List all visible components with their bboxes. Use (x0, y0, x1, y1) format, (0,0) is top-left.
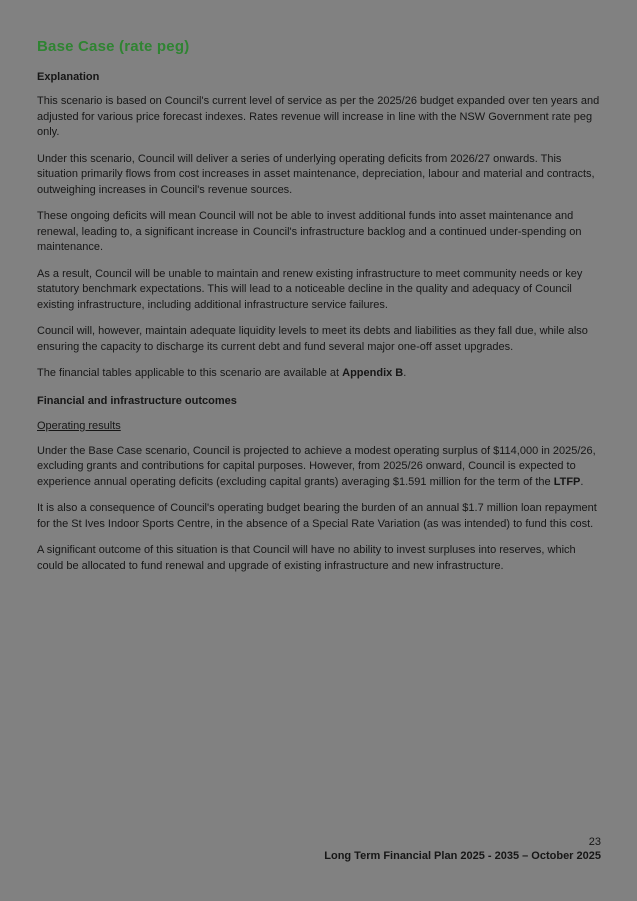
paragraph-scenario-basis: This scenario is based on Council's current level of service as per the 2025/26 budget expanded over ten years and adjusted for various price forecast indexes. Rates revenue will increase in line with the NSW Government rate peg only. (37, 95, 600, 138)
explanation-heading: Explanation (37, 71, 100, 83)
paragraph-infrastructure-decline: As a result, Council will be unable to maintain and renew existing infrastructure to meet community needs or key statutory benchmark expectations. This will lead to a noticeable decline in the quality and adequacy of Council existing infrastructure, including additional infrastructure service failures. (37, 267, 583, 311)
page-number: 23 (588, 836, 601, 848)
appendix-reference: Appendix B (342, 367, 404, 379)
paragraph-operating-results (37, 444, 603, 491)
footer-document-title: Long Term Financial Plan 2025 - 2035 – October 2025 (324, 850, 601, 862)
ltfp-reference: LTFP (553, 475, 581, 488)
paragraph-operating-deficits: Under this scenario, Council will deliver a series of underlying operating deficits from 2026/27 onwards. This situation primarily flows from cost increases in asset maintenance, depreciation, labour and material and contracts, outweighing increases in Council's revenue sources. (37, 152, 595, 196)
page-footer (324, 835, 601, 863)
operating-results-period: . (580, 475, 584, 488)
operating-results-text: Under the Base Case scenario, Council is projected to achieve a modest operating surplus of $114,000 in 2025/26, excluding grants and contributions for capital purposes. However, from 2025/26 onward, Council is expected to experience annual operating deficits (excluding capital grants) averaging $1.591 million for the term of the (37, 444, 596, 488)
paragraph-no-surpluses: A significant outcome of this situation is that Council will have no ability to invest surpluses into reserves, which could be allocated to fund renewal and upgrade of existing infrastructure and new infrastructure. (37, 544, 576, 572)
paragraph-loan-repayment: It is also a consequence of Council's operating budget bearing the burden of an annual $1.7 million loan repayment for the St Ives Indoor Sports Centre, in the absence of a Special Rate Variation (as was intended) to fund this cost. (37, 502, 597, 530)
page-title: Base Case (rate peg) (37, 38, 190, 55)
page-content (37, 30, 603, 585)
outcomes-heading: Financial and infrastructure outcomes (37, 394, 237, 407)
paragraph-ongoing-deficits: These ongoing deficits will mean Council will not be able to invest additional funds into asset maintenance and renewal, leading to, a significant increase in Council's infrastructure backlog and a continued under-spending on maintenance. (37, 210, 582, 253)
appendix-note-period: . (403, 367, 407, 379)
paragraph-liquidity: Council will, however, maintain adequate liquidity levels to meet its debts and liabilities as they fall due, while also ensuring the capacity to discharge its current debt and fund several major one-off asset upgrades. (37, 325, 588, 353)
operating-results-subheading: Operating results (37, 419, 121, 432)
appendix-note-text: The financial tables applicable to this scenario are available at (37, 367, 343, 379)
paragraph-appendix-note (37, 366, 603, 382)
